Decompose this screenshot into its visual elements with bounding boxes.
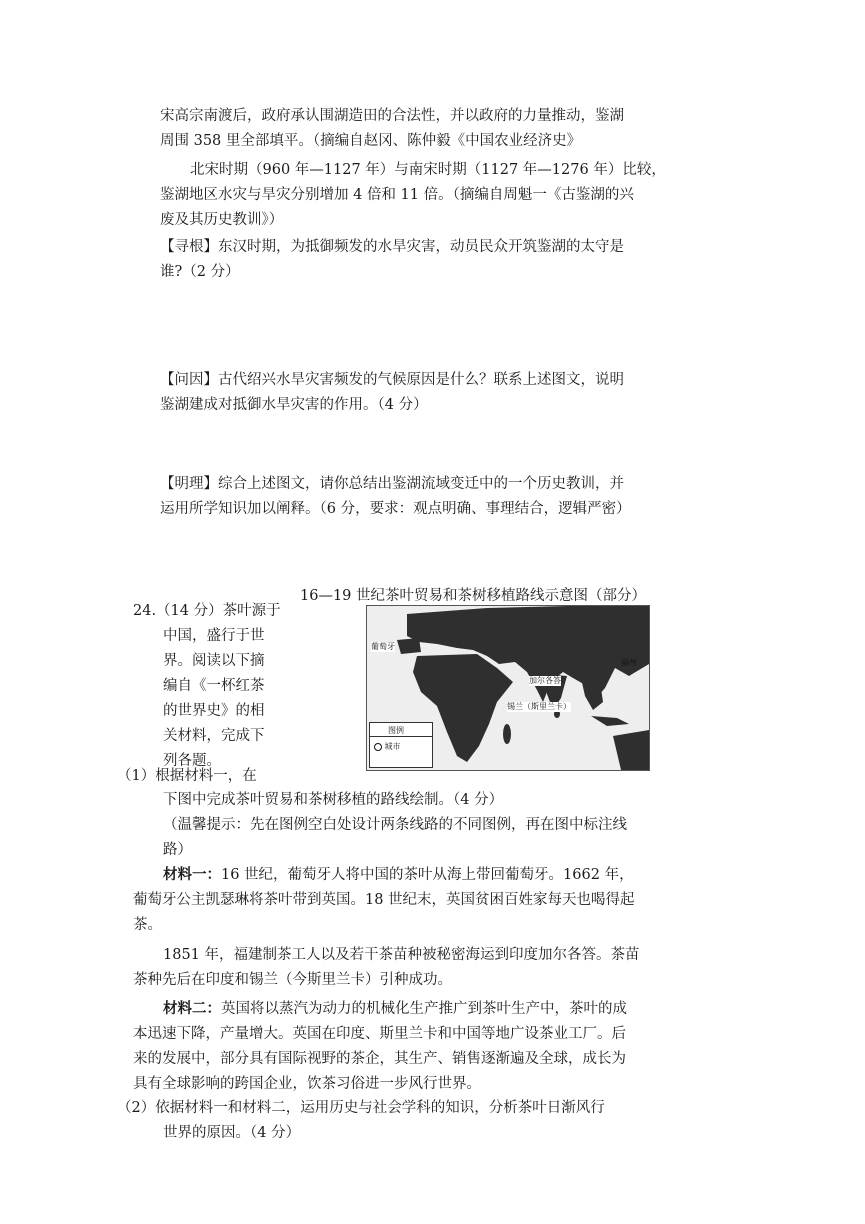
text-line: 宋高宗南渡后，政府承认围湖造田的合法性，并以政府的力量推动，鉴湖 [160,108,624,124]
iberia-landmass [397,638,421,654]
label-ceylon: 锡兰（斯里兰卡） [507,702,571,711]
legend-city-row [374,741,401,752]
label-calcutta: 加尔各答 [529,676,561,685]
text-line: 北宋时期（960 年—1127 年）与南宋时期（1127 年—1276 年）比较， [190,162,666,178]
material-one-text: 16 世纪，葡萄牙人将中国的茶叶从海上带回葡萄牙。1662 年， [221,867,634,883]
city-circle-icon [374,743,382,751]
question-mingli: 运用所学知识加以阐释。（6 分，要求：观点明确、事理结合，逻辑严密） [160,501,631,517]
material-two-text: 英国将以蒸汽为动力的机械化生产推广到茶叶生产中，茶叶的成 [221,1001,627,1017]
tea-route-map [366,605,650,771]
map-legend [369,722,433,768]
text-line: 废及其历史教训》） [160,212,284,228]
tip-text: （温馨提示：先在图例空白处设计两条线路的不同图例，再在图中标注线 [163,817,627,833]
text-line: 周围 358 里全部填平。（摘编自赵冈、陈仲毅《中国农业经济史》 [160,133,582,149]
text-line: 葡萄牙公主凯瑟琳将茶叶带到英国。18 世纪末，英国贫困百姓家每天也喝得起 [133,892,635,908]
question-xungen: 谁?（2 分） [160,264,240,280]
q24-part1: 下图中完成茶叶贸易和茶树移植的路线绘制。（4 分） [163,792,504,808]
question-wenyin: 【问因】古代绍兴水旱灾害频发的气候原因是什么？联系上述图文，说明 [160,372,624,388]
material-two [163,999,627,1019]
q24-part2: 世界的原因。（4 分） [163,1125,301,1141]
tip-text: 路） [163,842,192,858]
map-title: 16—19 世纪茶叶贸易和茶树移植路线示意图（部分） [300,588,647,604]
q24-intro-line: 的世界史》的相 [163,703,265,719]
text-line: 本迅速下降，产量增大。英国在印度、斯里兰卡和中国等地广设茶业工厂。后 [133,1026,626,1042]
q24-intro-line: 界。阅读以下摘 [163,653,265,669]
material-two-label: 材料二： [163,1000,221,1017]
text-line: 来的发展中，部分具有国际视野的茶企，其生产、销售逐渐遍及全球，成长为 [133,1051,626,1067]
label-portugal: 葡萄牙 [371,642,395,651]
question-wenyin: 鉴湖建成对抵御水旱灾害的作用。（4 分） [160,397,428,413]
q24-part1: （1）根据材料一，在 [117,768,257,784]
text-line: 鉴湖地区水灾与旱灾分别增加 4 倍和 11 倍。（摘编自周魁一《古鉴湖的兴 [160,187,634,203]
legend-title: 图例 [388,726,404,735]
text-line: 茶种先后在印度和锡兰（今斯里兰卡）引种成功。 [133,972,452,988]
material-one-label: 材料一： [163,866,221,883]
text-line: 茶。 [133,917,162,933]
text-line: 1851 年，福建制茶工人以及若干茶苗种被秘密海运到印度加尔各答。茶苗 [163,947,640,963]
madagascar-landmass [503,724,511,744]
q24-intro-line: 中国，盛行于世 [163,628,265,644]
q24-intro-line: 列各题。 [163,753,221,769]
q24-intro-line: 24.（14 分）茶叶源于 [133,603,281,619]
label-fuzhou: 福州 [621,658,637,667]
q24-intro-line: 编自《一杯红茶 [163,678,265,694]
question-xungen: 【寻根】东汉时期，为抵御频发的水旱灾害，动员民众开筑鉴湖的太守是 [160,239,624,255]
material-one [163,865,634,885]
question-mingli: 【明理】综合上述图文，请你总结出鉴湖流域变迁中的一个历史教训，并 [160,476,624,492]
q24-part2: （2）依据材料一和材料二，运用历史与社会学科的知识，分析茶叶日渐风行 [117,1100,605,1116]
text-line: 具有全球影响的跨国企业，饮茶习俗进一步风行世界。 [133,1076,481,1092]
q24-intro-line: 关材料，完成下 [163,728,265,744]
legend-city-label: 城市 [384,742,401,751]
